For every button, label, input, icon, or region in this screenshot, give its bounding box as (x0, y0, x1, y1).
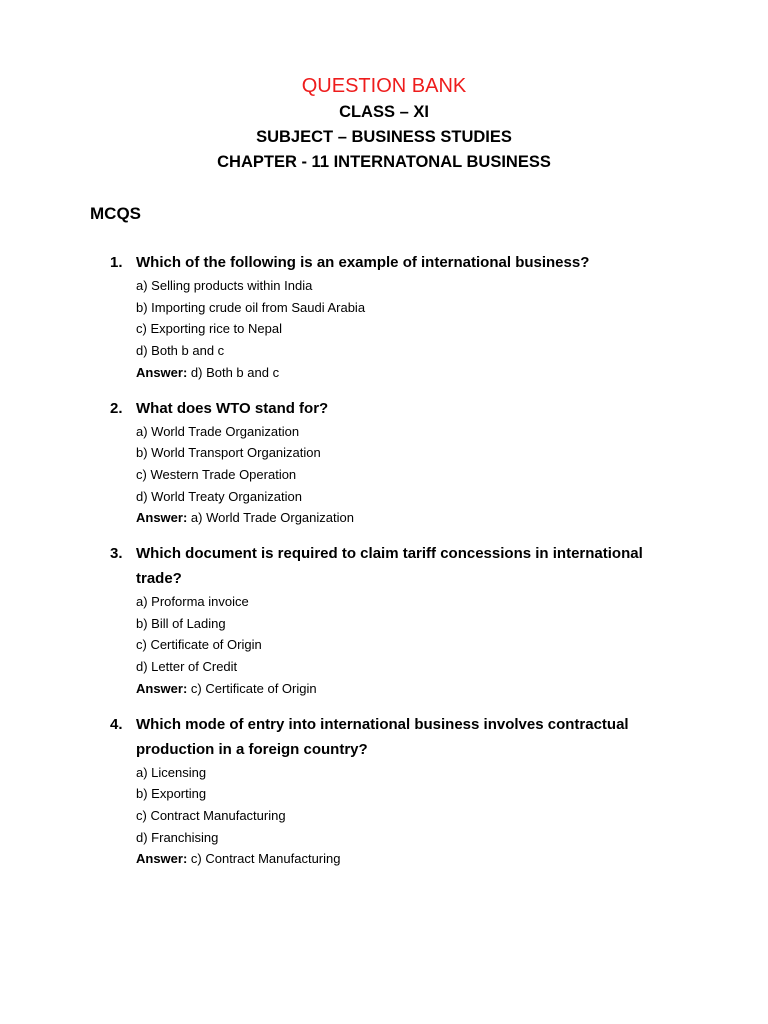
option-d: d) World Treaty Organization (136, 488, 302, 504)
option-d: d) Both b and c (136, 343, 225, 359)
class-line: CLASS – XI (339, 103, 429, 121)
question-bank-title: QUESTION BANK (301, 75, 467, 97)
document-header (0, 72, 768, 175)
option-list (136, 275, 670, 384)
option-d: d) Letter of Credit (136, 659, 238, 675)
question-number: 2. (110, 399, 123, 417)
question-text: Which document is required to claim tariff concessions in international trade? (136, 545, 643, 588)
option-a: a) Proforma invoice (136, 594, 249, 610)
option-list (136, 762, 670, 871)
subject-line: SUBJECT – BUSINESS STUDIES (256, 128, 512, 146)
option-c: c) Contract Manufacturing (136, 807, 286, 823)
option-b: b) Importing crude oil from Saudi Arabia (136, 299, 366, 315)
option-b: b) Bill of Lading (136, 615, 226, 631)
question-2 (110, 396, 670, 530)
question-number: 4. (110, 715, 123, 733)
answer-line (136, 848, 670, 870)
question-text: Which mode of entry into international business involves contractual production in a foreign country? (136, 715, 629, 758)
answer-label: Answer: (136, 364, 188, 380)
chapter-line: CHAPTER - 11 INTERNATONAL BUSINESS (217, 153, 551, 171)
option-c: c) Exporting rice to Nepal (136, 321, 282, 337)
answer-label: Answer: (136, 851, 188, 867)
answer-value: a) World Trade Organization (187, 510, 354, 526)
answer-value: d) Both b and c (187, 364, 280, 380)
question-text: Which of the following is an example of international business? (136, 254, 590, 271)
section-heading-mcqs: MCQS (90, 204, 141, 223)
question-stem (110, 712, 670, 762)
option-c: c) Western Trade Operation (136, 466, 297, 482)
option-b: b) Exporting (136, 786, 207, 802)
question-text: What does WTO stand for? (136, 399, 329, 417)
question-number: 1. (110, 254, 123, 271)
question-number: 3. (110, 545, 123, 563)
answer-label: Answer: (136, 680, 188, 696)
option-a: a) Selling products within India (136, 278, 313, 293)
option-list (136, 591, 670, 700)
question-3 (110, 541, 670, 700)
answer-value: c) Contract Manufacturing (187, 851, 341, 867)
option-a: a) World Trade Organization (136, 423, 300, 439)
question-1 (110, 250, 670, 384)
answer-line (136, 362, 670, 384)
question-stem (110, 396, 670, 421)
answer-line (136, 507, 670, 529)
question-4 (110, 712, 670, 871)
question-stem (110, 250, 670, 275)
question-stem (110, 541, 670, 591)
answer-line (136, 678, 670, 700)
option-c: c) Certificate of Origin (136, 637, 262, 653)
option-a: a) Licensing (136, 764, 207, 780)
answer-value: c) Certificate of Origin (187, 680, 317, 696)
question-list (110, 250, 670, 882)
option-b: b) World Transport Organization (136, 445, 321, 461)
answer-label: Answer: (136, 510, 188, 526)
option-d: d) Franchising (136, 829, 219, 845)
option-list (136, 421, 670, 530)
